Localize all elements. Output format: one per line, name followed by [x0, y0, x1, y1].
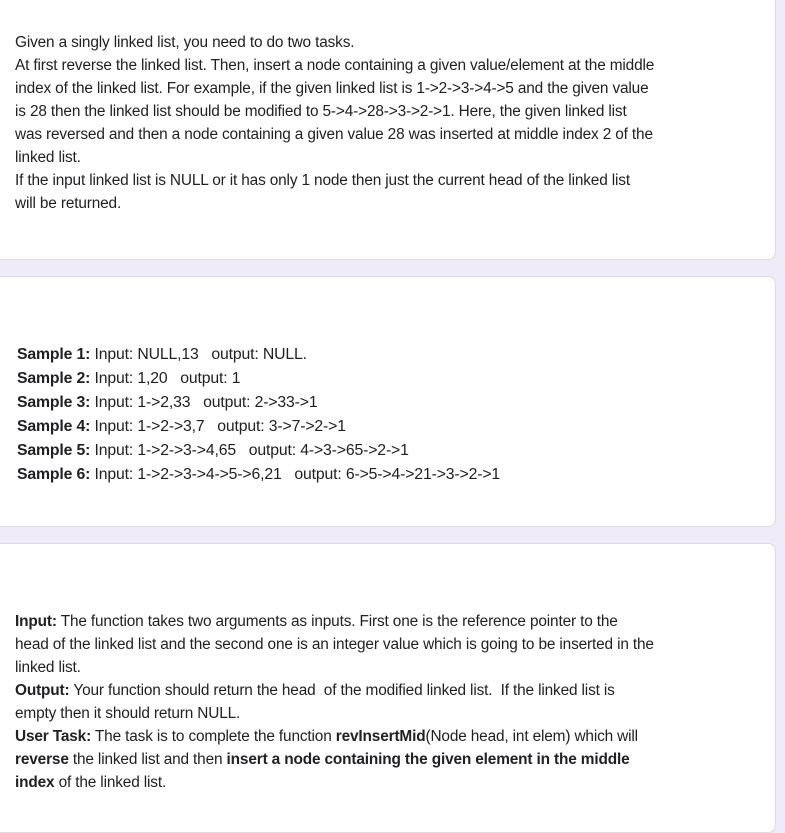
- insert-emphasis: insert a node containing the given element in the middle: [226, 751, 630, 768]
- samples-list: [17, 343, 747, 487]
- sample-item: [17, 439, 747, 463]
- sample-text: Input: 1->2,33 output: 2->33->1: [90, 394, 318, 411]
- sample-item: [17, 391, 747, 415]
- sample-label: Sample 4:: [17, 418, 91, 435]
- output-spec-line: [15, 679, 745, 702]
- sample-item: [17, 367, 747, 391]
- task-spec-line: [15, 725, 745, 748]
- sample-label: Sample 5:: [17, 442, 91, 459]
- task-text: The task is to complete the function: [91, 728, 336, 745]
- specification-card: [0, 543, 776, 833]
- index-emphasis: index: [15, 774, 55, 791]
- description-line: Given a singly linked list, you need to do two tasks.: [15, 34, 355, 51]
- input-spec-text: The function takes two arguments as inputs. First one is the reference pointer to the: [56, 613, 618, 630]
- input-spec-line: linked list.: [15, 659, 81, 676]
- description-line: linked list.: [15, 149, 81, 166]
- task-text: the linked list and then: [68, 751, 227, 768]
- function-name: revInsertMid: [335, 728, 426, 745]
- task-spec-line: [15, 771, 745, 794]
- description-card: [0, 0, 776, 260]
- problem-description: [15, 31, 745, 215]
- sample-text: Input: NULL,13 output: NULL.: [90, 346, 307, 363]
- samples-card: [0, 276, 776, 527]
- sample-text: Input: 1->2->3,7 output: 3->7->2->1: [90, 418, 346, 435]
- sample-text: Input: 1,20 output: 1: [90, 370, 241, 387]
- sample-text: Input: 1->2->3->4->5->6,21 output: 6->5->4->21->3->2->1: [90, 466, 501, 483]
- input-spec-line: [15, 610, 745, 633]
- sample-label: Sample 6:: [17, 466, 91, 483]
- input-spec-line: head of the linked list and the second one is an integer value which is going to be inserted in the: [15, 636, 654, 653]
- sample-item: [17, 415, 747, 439]
- output-spec-line: empty then it should return NULL.: [15, 705, 241, 722]
- task-spec-line: [15, 748, 745, 771]
- user-task-label: User Task:: [15, 728, 92, 745]
- output-spec-text: Your function should return the head of the modified linked list. If the linked list is: [69, 682, 615, 699]
- reverse-emphasis: reverse: [15, 751, 69, 768]
- task-text: of the linked list.: [54, 774, 167, 791]
- description-line: will be returned.: [15, 195, 122, 212]
- description-line: At first reverse the linked list. Then, insert a node containing a given value/element at the middle: [15, 57, 655, 74]
- sample-item: [17, 463, 747, 487]
- description-line: index of the linked list. For example, if the given linked list is 1->2->3->4->5 and the given value: [15, 80, 649, 97]
- description-line: is 28 then the linked list should be modified to 5->4->28->3->2->1. Here, the given linked list: [15, 103, 627, 120]
- sample-text: Input: 1->2->3->4,65 output: 4->3->65->2->1: [90, 442, 409, 459]
- sample-item: [17, 343, 747, 367]
- description-line: was reversed and then a node containing a given value 28 was inserted at middle index 2 of the: [15, 126, 653, 143]
- input-label: Input:: [15, 613, 57, 630]
- function-signature-text: (Node head, int elem) which will: [425, 728, 638, 745]
- sample-label: Sample 3:: [17, 394, 91, 411]
- sample-label: Sample 2:: [17, 370, 91, 387]
- description-line: If the input linked list is NULL or it has only 1 node then just the current head of the linked list: [15, 172, 630, 189]
- specification-text: [15, 610, 745, 794]
- sample-label: Sample 1:: [17, 346, 91, 363]
- output-label: Output:: [15, 682, 70, 699]
